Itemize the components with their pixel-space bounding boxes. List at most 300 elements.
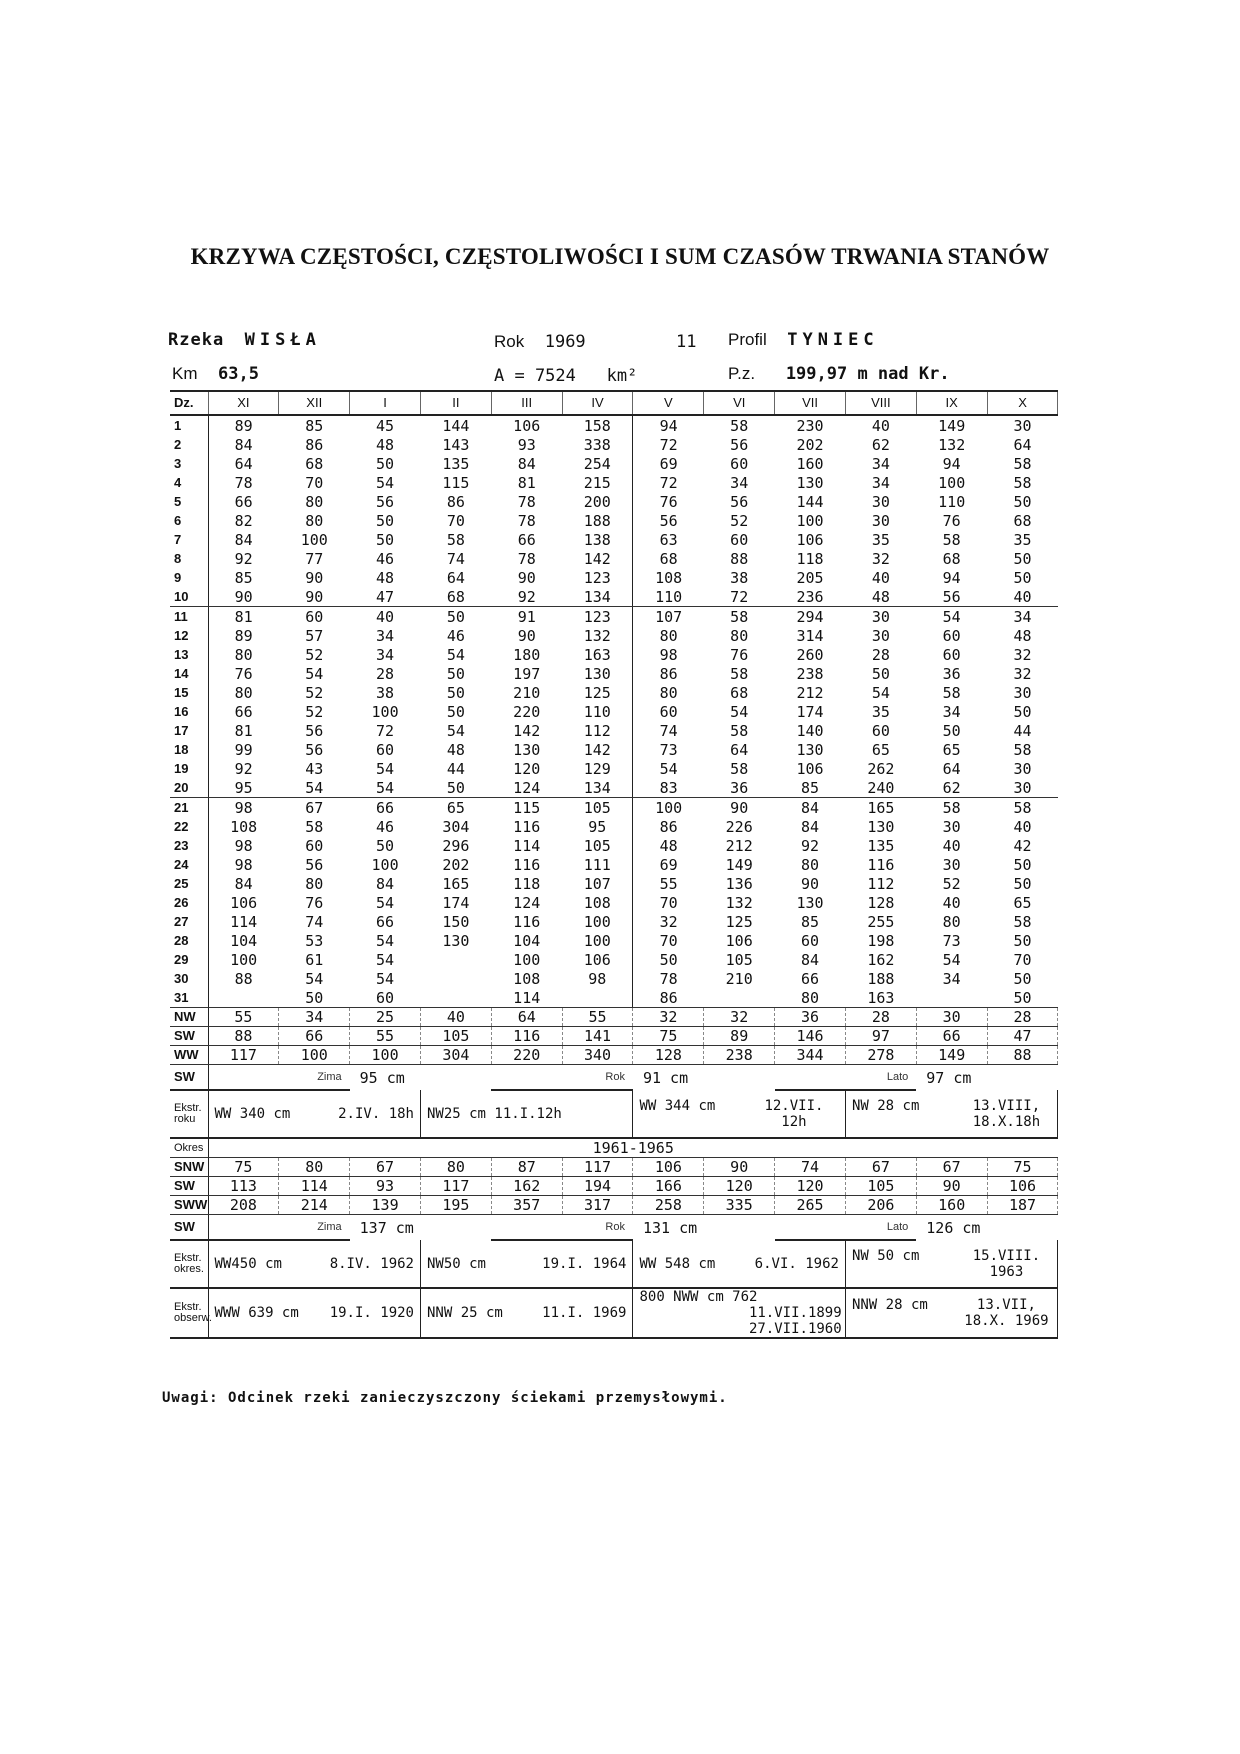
table-cell: 54 xyxy=(376,473,395,492)
day-number: 18 xyxy=(170,740,208,759)
table-cell: 60 xyxy=(350,988,421,1008)
sw2-row xyxy=(170,1177,1058,1196)
table-cell: 132 xyxy=(725,893,753,912)
day-header: Dz. xyxy=(170,391,208,415)
profile-value: TYNIEC xyxy=(787,330,879,350)
table-cell: 55 xyxy=(208,1008,279,1027)
table-cell: 66 xyxy=(279,1027,350,1046)
table-cell: 100 xyxy=(371,702,399,721)
table-cell: 68 xyxy=(305,454,324,473)
sw-season-label: SW xyxy=(170,1215,208,1241)
table-cell: 54 xyxy=(871,683,890,702)
table-cell: 108 xyxy=(562,893,633,912)
table-cell: 80 xyxy=(234,645,253,664)
table-cell: 85 xyxy=(234,568,253,587)
table-cell: 100 xyxy=(513,950,541,969)
season-label: Lato xyxy=(775,1215,917,1241)
month-header: X xyxy=(987,391,1058,415)
table-cell: 98 xyxy=(234,855,253,874)
table-cell: 34 xyxy=(942,969,961,988)
table-cell: 67 xyxy=(916,1158,987,1177)
table-cell: 106 xyxy=(230,893,258,912)
sw-label: SW xyxy=(170,1027,208,1046)
table-cell: 70 xyxy=(305,473,324,492)
extremes-cell xyxy=(845,1240,1057,1288)
ww-row xyxy=(170,1046,1058,1065)
table-cell xyxy=(420,969,491,988)
table-cell: 106 xyxy=(562,950,633,969)
table-body xyxy=(170,391,1058,1338)
table-cell: 80 xyxy=(305,874,324,893)
snw-row xyxy=(170,1158,1058,1177)
table-cell: 48 xyxy=(376,568,395,587)
table-cell: 125 xyxy=(725,912,753,931)
table-cell: 80 xyxy=(305,492,324,511)
day-number: 19 xyxy=(170,759,208,778)
table-cell: 56 xyxy=(730,435,749,454)
table-cell: 47 xyxy=(350,587,421,607)
table-cell: 149 xyxy=(938,416,966,435)
snw-label: SNW xyxy=(170,1158,208,1177)
table-cell xyxy=(420,988,491,1008)
table-cell: 60 xyxy=(376,740,395,759)
table-cell: 53 xyxy=(305,931,324,950)
table-cell: 74 xyxy=(446,549,465,568)
table-cell: 90 xyxy=(517,568,536,587)
table-cell: 124 xyxy=(513,893,541,912)
table-cell: 66 xyxy=(376,798,395,817)
table-cell: 65 xyxy=(871,740,890,759)
table-cell: 86 xyxy=(659,817,678,836)
table-cell: 106 xyxy=(725,931,753,950)
season-value: 91 cm xyxy=(642,1068,689,1087)
extremes-value: NNW 25 cm xyxy=(426,1305,503,1321)
table-cell: 72 xyxy=(659,435,678,454)
table-cell: 38 xyxy=(376,683,395,702)
table-cell: 25 xyxy=(350,1008,421,1027)
table-cell: 50 xyxy=(987,988,1058,1008)
table-row xyxy=(170,817,1058,836)
table-cell: 174 xyxy=(442,893,470,912)
table-row xyxy=(170,645,1058,664)
season-value: 126 cm xyxy=(926,1218,981,1237)
table-cell: 114 xyxy=(491,988,562,1008)
table-cell: 100 xyxy=(562,931,633,950)
pz-field xyxy=(728,364,950,384)
table-cell: 43 xyxy=(305,759,324,778)
table-cell: 54 xyxy=(730,702,749,721)
table-cell: 106 xyxy=(796,530,824,549)
table-cell: 65 xyxy=(1013,893,1032,912)
table-cell: 80 xyxy=(942,912,961,931)
month-header: II xyxy=(420,391,491,415)
table-cell: 60 xyxy=(730,454,749,473)
table-cell: 67 xyxy=(350,1158,421,1177)
table-cell: 64 xyxy=(234,454,253,473)
table-cell: 73 xyxy=(942,931,961,950)
table-cell: 54 xyxy=(446,645,465,664)
table-cell: 107 xyxy=(562,874,633,893)
table-cell: 150 xyxy=(442,912,470,931)
table-cell: 63 xyxy=(659,530,678,549)
table-cell: 52 xyxy=(305,645,324,664)
table-cell: 74 xyxy=(659,721,678,740)
page-title: KRZYWA CZĘSTOŚCI, CZĘSTOLIWOŚCI I SUM CZASÓW TRWANIA STANÓW xyxy=(190,244,1050,269)
day-number: 22 xyxy=(170,817,208,836)
table-cell: 86 xyxy=(305,435,324,454)
table-cell: 58 xyxy=(1013,912,1032,931)
table-cell: 30 xyxy=(942,855,961,874)
table-cell: 187 xyxy=(987,1196,1058,1215)
table-cell: 54 xyxy=(446,721,465,740)
sw_season-row xyxy=(170,1065,1058,1091)
month-header: VIII xyxy=(845,391,916,415)
table-cell: 40 xyxy=(942,893,961,912)
table-cell: 84 xyxy=(234,874,253,893)
table-cell: 78 xyxy=(659,969,678,988)
table-cell: 158 xyxy=(562,415,633,435)
table-cell: 68 xyxy=(1013,511,1032,530)
table-cell: 45 xyxy=(376,416,395,435)
table-cell: 141 xyxy=(562,1027,633,1046)
table-cell: 66 xyxy=(801,969,820,988)
table-cell: 106 xyxy=(987,1177,1058,1196)
table-cell: 54 xyxy=(942,950,961,969)
table-cell: 81 xyxy=(517,473,536,492)
table-cell: 30 xyxy=(1013,416,1032,435)
table-cell: 62 xyxy=(916,778,987,798)
extremes-cell xyxy=(208,1288,420,1338)
day-number: 27 xyxy=(170,912,208,931)
table-row xyxy=(170,740,1058,759)
table-cell: 95 xyxy=(562,817,633,836)
table-cell: 188 xyxy=(562,511,633,530)
table-cell: 120 xyxy=(704,1177,775,1196)
table-cell: 80 xyxy=(659,626,678,645)
table-cell: 212 xyxy=(725,836,753,855)
table-cell: 34 xyxy=(279,1008,350,1027)
table-cell: 108 xyxy=(513,969,541,988)
extremes-value: WWW 639 cm xyxy=(214,1305,299,1321)
table-cell: 90 xyxy=(730,798,749,817)
table-cell: 54 xyxy=(305,664,324,683)
table-cell: 48 xyxy=(1013,626,1032,645)
day-number: 1 xyxy=(170,415,208,435)
extremes-date: 13.VII, 18.X. 1969 xyxy=(964,1297,1049,1329)
table-cell: 52 xyxy=(305,702,324,721)
table-cell: 54 xyxy=(376,931,395,950)
day-number: 4 xyxy=(170,473,208,492)
table-cell: 130 xyxy=(796,893,824,912)
table-cell: 226 xyxy=(725,817,753,836)
table-cell: 200 xyxy=(562,492,633,511)
table-cell: 73 xyxy=(659,740,678,759)
table-cell: 128 xyxy=(633,1046,704,1065)
day-number: 9 xyxy=(170,568,208,587)
table-cell: 88 xyxy=(234,969,253,988)
table-cell: 52 xyxy=(730,511,749,530)
table-cell: 98 xyxy=(562,969,633,988)
table-cell: 28 xyxy=(871,645,890,664)
day-number: 5 xyxy=(170,492,208,511)
table-cell: 40 xyxy=(871,416,890,435)
table-cell: 35 xyxy=(1013,530,1032,549)
area-value: A = 7524 xyxy=(494,366,576,386)
table-cell: 84 xyxy=(376,874,395,893)
table-cell: 58 xyxy=(1013,740,1032,759)
table-cell: 50 xyxy=(279,988,350,1008)
table-cell: 88 xyxy=(987,1046,1058,1065)
nw-label: NW xyxy=(170,1008,208,1027)
table-cell: 304 xyxy=(420,1046,491,1065)
table-cell: 108 xyxy=(655,568,683,587)
table-cell: 80 xyxy=(730,626,749,645)
table-cell: 230 xyxy=(796,416,824,435)
table-row xyxy=(170,664,1058,683)
table-cell: 50 xyxy=(376,511,395,530)
table-cell: 113 xyxy=(208,1177,279,1196)
table-cell: 106 xyxy=(513,416,541,435)
table-row xyxy=(170,702,1058,721)
table-cell: 64 xyxy=(1013,435,1032,454)
table-cell: 60 xyxy=(871,721,890,740)
table-cell: 34 xyxy=(730,473,749,492)
table-cell: 188 xyxy=(867,969,895,988)
table-cell: 46 xyxy=(376,549,395,568)
table-row xyxy=(170,798,1058,818)
month-header: IV xyxy=(562,391,633,415)
sw-row xyxy=(170,1027,1058,1046)
table-cell: 47 xyxy=(987,1027,1058,1046)
day-number: 11 xyxy=(170,607,208,627)
table-row xyxy=(170,473,1058,492)
table-cell xyxy=(208,988,279,1008)
table-row xyxy=(170,893,1058,912)
extremes-label: Ekstr. roku xyxy=(170,1090,208,1138)
extremes-cell xyxy=(633,1240,845,1288)
table-cell: 58 xyxy=(730,416,749,435)
table-cell: 66 xyxy=(916,1027,987,1046)
table-cell: 50 xyxy=(376,454,395,473)
table-cell: 76 xyxy=(942,511,961,530)
table-cell: 76 xyxy=(305,893,324,912)
table-cell: 210 xyxy=(513,683,541,702)
table-cell: 117 xyxy=(562,1158,633,1177)
table-cell: 54 xyxy=(305,969,324,988)
extremes-date: 19.I. 1920 xyxy=(329,1305,414,1321)
table-cell: 32 xyxy=(1013,664,1032,683)
table-cell: 335 xyxy=(704,1196,775,1215)
table-cell: 72 xyxy=(659,473,678,492)
km-field xyxy=(172,364,259,384)
table-cell: 100 xyxy=(279,1046,350,1065)
period-value: 1961-1965 xyxy=(208,1138,1058,1158)
table-cell: 174 xyxy=(796,702,824,721)
table-cell: 78 xyxy=(234,473,253,492)
table-cell: 130 xyxy=(867,817,895,836)
day-number: 17 xyxy=(170,721,208,740)
table-cell: 54 xyxy=(376,759,395,778)
table-cell: 135 xyxy=(442,454,470,473)
sw-season-label: SW xyxy=(170,1065,208,1091)
day-number: 25 xyxy=(170,874,208,893)
sheet-number: 11 xyxy=(676,332,697,352)
table-cell: 50 xyxy=(1013,492,1032,511)
table-cell: 344 xyxy=(775,1046,846,1065)
table-cell: 98 xyxy=(234,798,253,817)
table-row xyxy=(170,950,1058,969)
table-header-row xyxy=(170,391,1058,415)
table-cell: 40 xyxy=(942,836,961,855)
table-cell: 68 xyxy=(659,549,678,568)
table-cell: 30 xyxy=(942,817,961,836)
table-cell: 44 xyxy=(1013,721,1032,740)
sw2-label: SW xyxy=(170,1177,208,1196)
extremes-value: NNW 28 cm xyxy=(851,1297,928,1313)
table-cell xyxy=(562,988,633,1008)
table-cell: 106 xyxy=(633,1158,704,1177)
month-header: XI xyxy=(208,391,279,415)
table-cell: 64 xyxy=(446,568,465,587)
table-cell: 66 xyxy=(234,702,253,721)
table-cell: 278 xyxy=(845,1046,916,1065)
extremes_obs-row xyxy=(170,1288,1058,1338)
extremes-cell xyxy=(208,1240,420,1288)
table-cell: 80 xyxy=(234,683,253,702)
table-cell: 50 xyxy=(1013,874,1032,893)
table-cell: 32 xyxy=(659,912,678,931)
table-cell: 90 xyxy=(305,568,324,587)
table-cell: 136 xyxy=(725,874,753,893)
table-cell: 65 xyxy=(446,798,465,817)
season-value: 137 cm xyxy=(359,1218,414,1237)
table-cell: 100 xyxy=(230,950,258,969)
table-cell: 66 xyxy=(517,530,536,549)
table-cell: 100 xyxy=(796,511,824,530)
table-cell: 90 xyxy=(801,874,820,893)
table-cell: 76 xyxy=(730,645,749,664)
table-cell: 58 xyxy=(730,607,749,626)
table-cell: 69 xyxy=(659,855,678,874)
table-cell: 32 xyxy=(1013,645,1032,664)
table-cell: 66 xyxy=(234,492,253,511)
table-cell: 30 xyxy=(1013,683,1032,702)
table-cell: 32 xyxy=(704,1008,775,1027)
table-cell: 60 xyxy=(659,702,678,721)
nw-row xyxy=(170,1008,1058,1027)
season-value: 95 cm xyxy=(359,1068,405,1087)
table-cell: 69 xyxy=(659,454,678,473)
table-row xyxy=(170,759,1058,778)
table-cell: 28 xyxy=(376,664,395,683)
table-cell: 54 xyxy=(376,950,395,969)
table-cell: 78 xyxy=(517,549,536,568)
table-cell: 70 xyxy=(659,931,678,950)
table-cell: 117 xyxy=(420,1177,491,1196)
table-cell: 94 xyxy=(659,416,678,435)
table-cell: 85 xyxy=(801,912,820,931)
table-cell: 58 xyxy=(730,721,749,740)
table-cell: 105 xyxy=(562,836,633,855)
month-header: VII xyxy=(775,391,846,415)
table-cell: 87 xyxy=(491,1158,562,1177)
table-cell: 134 xyxy=(562,587,633,607)
km-label: Km xyxy=(172,364,198,383)
table-cell: 149 xyxy=(725,855,753,874)
table-cell: 56 xyxy=(305,855,324,874)
table-cell: 54 xyxy=(659,759,678,778)
table-cell: 104 xyxy=(513,931,541,950)
sww-row xyxy=(170,1196,1058,1215)
table-cell: 60 xyxy=(942,626,961,645)
table-cell: 142 xyxy=(513,721,541,740)
table-cell: 144 xyxy=(796,492,824,511)
table-row xyxy=(170,530,1058,549)
table-cell: 36 xyxy=(942,664,961,683)
table-cell: 62 xyxy=(871,435,890,454)
day-number: 26 xyxy=(170,893,208,912)
table-cell: 100 xyxy=(371,855,399,874)
table-cell: 67 xyxy=(305,798,324,817)
table-cell: 36 xyxy=(704,778,775,798)
extremes-date: 19.I. 1964 xyxy=(542,1256,627,1272)
table-cell: 105 xyxy=(562,798,633,818)
table-cell: 30 xyxy=(987,778,1058,798)
day-number: 12 xyxy=(170,626,208,645)
table-cell: 165 xyxy=(867,798,895,817)
ww-label: WW xyxy=(170,1046,208,1065)
season-label: Zima xyxy=(208,1065,350,1091)
table-cell: 205 xyxy=(796,568,824,587)
table-row xyxy=(170,626,1058,645)
table-row xyxy=(170,836,1058,855)
table-cell: 72 xyxy=(704,587,775,607)
day-number: 6 xyxy=(170,511,208,530)
table-cell: 100 xyxy=(655,798,683,817)
extremes-label: Ekstr. obserw. xyxy=(170,1288,208,1338)
table-cell: 55 xyxy=(659,874,678,893)
table-cell: 123 xyxy=(562,607,633,627)
day-number: 28 xyxy=(170,931,208,950)
table-cell: 50 xyxy=(1013,969,1032,988)
table-cell: 58 xyxy=(1013,473,1032,492)
table-cell: 34 xyxy=(376,645,395,664)
table-row xyxy=(170,415,1058,435)
table-cell: 40 xyxy=(420,1008,491,1027)
table-cell: 254 xyxy=(562,454,633,473)
table-cell: 50 xyxy=(446,664,465,683)
extremes-date: 11.VII.1899 27.VII.1960 xyxy=(748,1305,842,1337)
month-header: XII xyxy=(279,391,350,415)
table-cell: 50 xyxy=(446,683,465,702)
table-cell: 111 xyxy=(562,855,633,874)
table-cell: 52 xyxy=(942,874,961,893)
table-cell: 46 xyxy=(376,817,395,836)
table-row xyxy=(170,931,1058,950)
table-cell: 357 xyxy=(491,1196,562,1215)
season-label: Rok xyxy=(491,1065,633,1091)
table-cell: 58 xyxy=(942,798,961,817)
table-cell: 58 xyxy=(730,759,749,778)
table-cell: 125 xyxy=(562,683,633,702)
table-cell: 105 xyxy=(845,1177,916,1196)
table-cell xyxy=(420,950,491,969)
table-cell: 162 xyxy=(867,950,895,969)
day-number: 14 xyxy=(170,664,208,683)
year-value: 1969 xyxy=(544,332,586,352)
table-cell: 75 xyxy=(208,1158,279,1177)
water-level-table xyxy=(170,390,1058,1339)
